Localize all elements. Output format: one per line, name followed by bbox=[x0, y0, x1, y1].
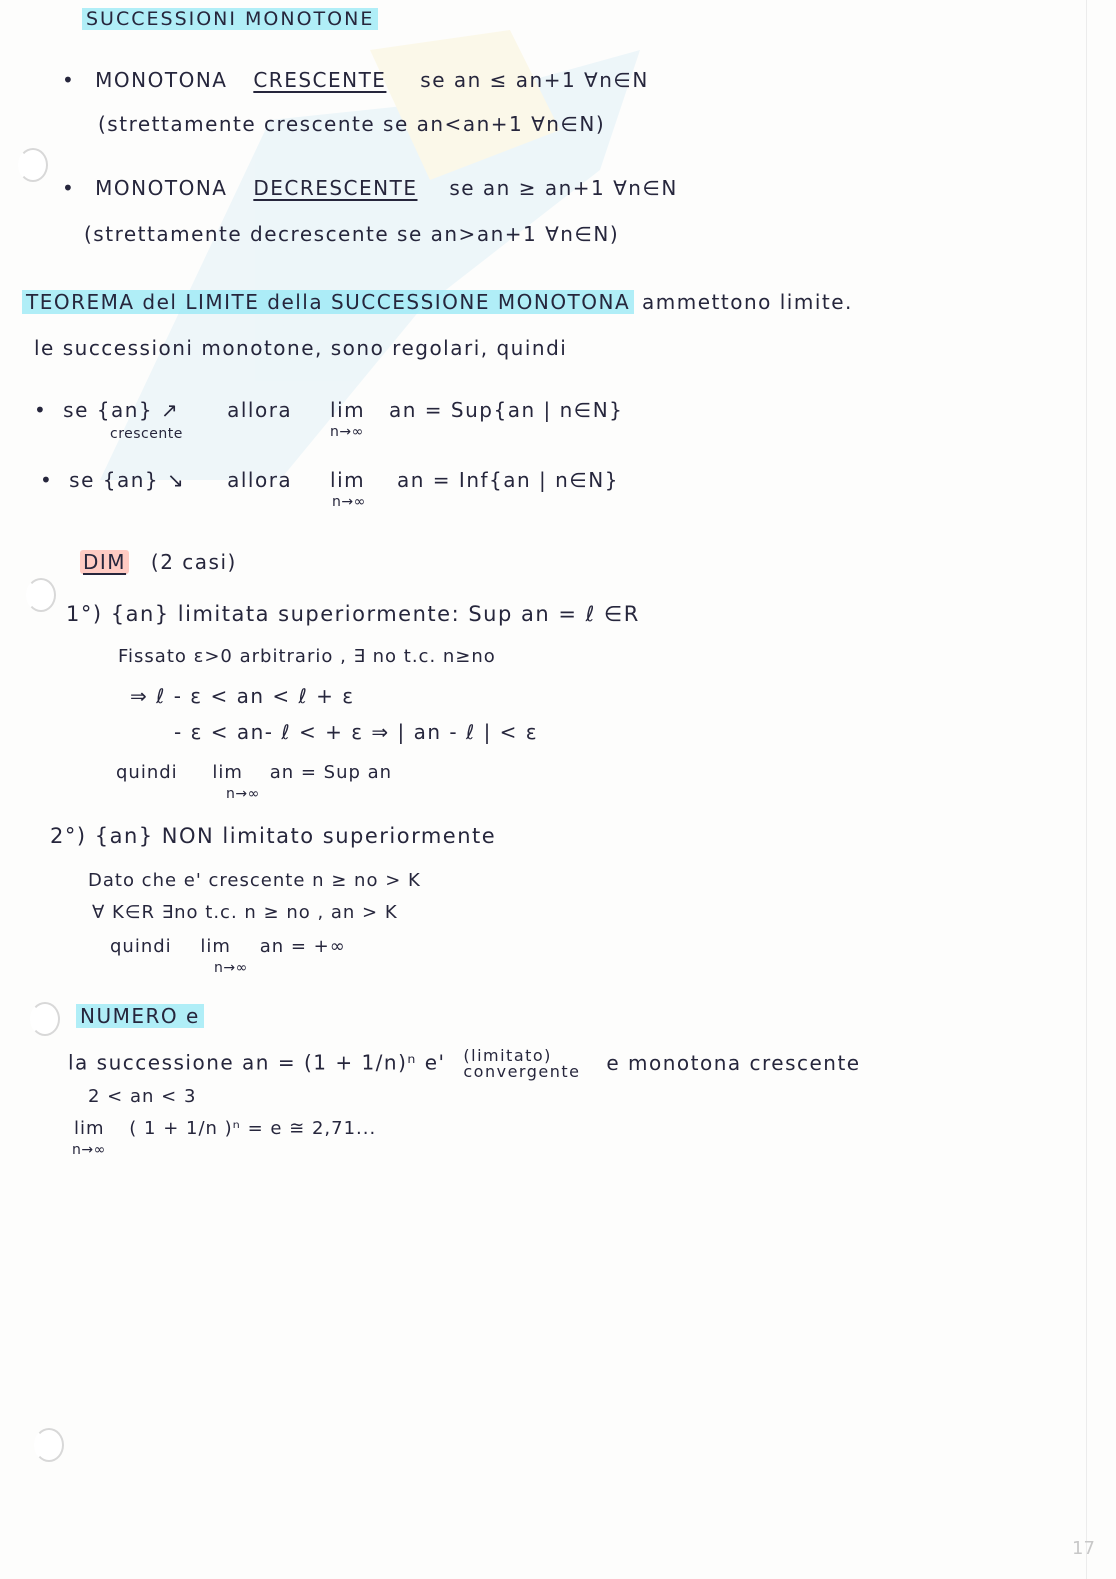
stack-below: convergente bbox=[463, 1062, 581, 1081]
proof-case2-line: ∀ K∈R ∃no t.c. n ≥ no , an > K bbox=[92, 902, 398, 923]
lim-word: lim bbox=[330, 468, 366, 492]
definition-label: MONOTONA bbox=[95, 68, 228, 92]
binder-hole bbox=[30, 1002, 60, 1036]
theorem-title bbox=[22, 290, 853, 314]
number-e-statement bbox=[68, 1048, 861, 1080]
proof-label-note: (2 casi) bbox=[150, 550, 237, 574]
lim-word: lim bbox=[212, 762, 243, 783]
case-then: allora bbox=[227, 398, 293, 422]
proof-case1-line: Fissato ε>0 arbitrario , ∃ no t.c. n≥no bbox=[118, 646, 496, 667]
conclusion-result: an = +∞ bbox=[259, 936, 346, 957]
binder-hole bbox=[26, 578, 56, 612]
proof-case1-head: 1°) {an} limitata superiormente: Sup an = ℓ ∈R bbox=[66, 602, 640, 626]
conclusion-word: quindi bbox=[116, 762, 178, 783]
binder-hole bbox=[34, 1428, 64, 1462]
definition-label: MONOTONA bbox=[95, 176, 228, 200]
statement-start: la successione an = (1 + 1/n)ⁿ e' bbox=[68, 1050, 446, 1075]
case-premise: se {an} ↘ bbox=[69, 468, 186, 492]
number-e-title bbox=[76, 1004, 204, 1028]
lim-subscript: n→∞ bbox=[332, 494, 366, 510]
definition-keyword: CRESCENTE bbox=[253, 68, 387, 92]
case-then: allora bbox=[227, 468, 293, 492]
limit-result: ( 1 + 1/n )ⁿ = e ≅ 2,71... bbox=[129, 1118, 377, 1139]
proof-case1-line: - ε < an- ℓ < + ε ⇒ | an - ℓ | < ε bbox=[174, 720, 539, 744]
case-premise: se {an} ↗ bbox=[63, 398, 180, 422]
crescente-note: crescente bbox=[110, 426, 183, 442]
page-number: 17 bbox=[1072, 1538, 1095, 1559]
stack-above: (limitato) bbox=[463, 1046, 552, 1065]
number-e-limit bbox=[74, 1118, 376, 1139]
theorem-title-rest: ammettono limite. bbox=[634, 290, 853, 314]
statement-stack bbox=[463, 1048, 580, 1080]
bullet: • bbox=[34, 398, 48, 422]
definition-decrescente bbox=[62, 176, 678, 200]
bullet: • bbox=[62, 176, 76, 200]
definition-crescente bbox=[62, 68, 649, 92]
lim-word: lim bbox=[200, 936, 231, 957]
proof-case2-line: Dato che e' crescente n ≥ no > K bbox=[88, 870, 421, 891]
conclusion-word: quindi bbox=[110, 936, 172, 957]
binder-hole bbox=[18, 148, 48, 182]
page-title-text: SUCCESSIONI MONOTONE bbox=[82, 8, 378, 30]
lim-subscript: n→∞ bbox=[214, 960, 248, 976]
lim-subscript: n→∞ bbox=[226, 786, 260, 802]
lim-subscript: n→∞ bbox=[330, 424, 364, 440]
theorem-case-decreasing bbox=[40, 468, 619, 492]
definition-condition: se an ≤ an+1 ∀n∈N bbox=[420, 68, 649, 92]
theorem-title-text: TEOREMA del LIMITE della SUCCESSIONE MONOTONA bbox=[22, 290, 634, 314]
conclusion-result: an = Sup an bbox=[269, 762, 393, 783]
definition-note: (strettamente crescente se an<an+1 ∀n∈N) bbox=[98, 112, 606, 136]
statement-end: e monotona crescente bbox=[606, 1050, 861, 1075]
lim-word: lim bbox=[330, 398, 366, 422]
page-title bbox=[82, 8, 378, 30]
proof-label-text: DIM bbox=[80, 550, 129, 574]
lim-word: lim bbox=[74, 1118, 105, 1139]
theorem-case-increasing bbox=[34, 398, 623, 422]
definition-condition: se an ≥ an+1 ∀n∈N bbox=[449, 176, 678, 200]
bullet: • bbox=[62, 68, 76, 92]
definition-keyword: DECRESCENTE bbox=[253, 176, 418, 200]
proof-case1-conclusion bbox=[116, 762, 392, 783]
proof-label bbox=[80, 550, 237, 574]
number-e-bounds: 2 < an < 3 bbox=[88, 1086, 197, 1107]
theorem-statement: le successioni monotone, sono regolari, quindi bbox=[34, 336, 568, 360]
proof-case2-head: 2°) {an} NON limitato superiormente bbox=[50, 824, 497, 848]
proof-case2-conclusion bbox=[110, 936, 346, 957]
number-e-title-text: NUMERO e bbox=[76, 1004, 204, 1028]
definition-note: (strettamente decrescente se an>an+1 ∀n∈N) bbox=[84, 222, 620, 246]
case-result: an = Sup{an | n∈N} bbox=[389, 398, 624, 422]
proof-case1-line: ⇒ ℓ - ε < an < ℓ + ε bbox=[130, 684, 355, 708]
case-result: an = Inf{an | n∈N} bbox=[397, 468, 619, 492]
lim-subscript: n→∞ bbox=[72, 1142, 106, 1158]
bullet: • bbox=[40, 468, 54, 492]
margin-line bbox=[1086, 0, 1087, 1579]
